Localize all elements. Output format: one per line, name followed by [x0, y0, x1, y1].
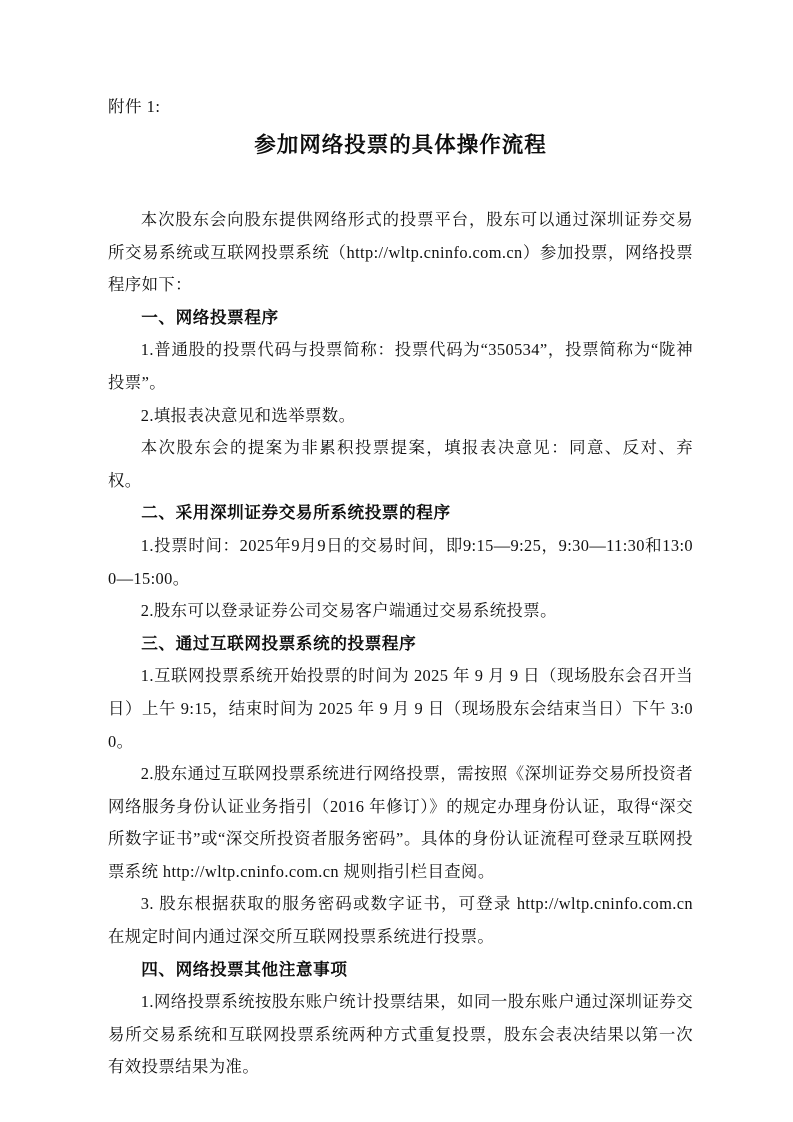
section-3-paragraph-2: 2.股东通过互联网投票系统进行网络投票，需按照《深圳证券交易所投资者网络服务身份认证业务指引（2016 年修订）》的规定办理身份认证，取得“深交所数字证书”或“深交所投资者服务密码”。具体的身份认证流程可登录互联网投票系统 http://wltp.cninfo.com.cn 规则指引栏目查阅。 — [108, 764, 693, 881]
intro-paragraph: 本次股东会向股东提供网络形式的投票平台，股东可以通过深圳证券交易所交易系统或互联网投票系统（http://wltp.cninfo.com.cn）参加投票，网络投票程序如下： — [108, 210, 693, 295]
section-1-paragraph-1: 1.普通股的投票代码与投票简称：投票代码为“350534”，投票简称为“陇神投票”。 — [108, 340, 693, 392]
document-title: 参加网络投票的具体操作流程 — [254, 133, 547, 157]
section-3-paragraph-3: 3. 股东根据获取的服务密码或数字证书，可登录 http://wltp.cninfo.com.cn 在规定时间内通过深交所互联网投票系统进行投票。 — [108, 894, 693, 947]
section-1-heading: 一、网络投票程序 — [141, 307, 279, 327]
section-3-heading: 三、通过互联网投票系统的投票程序 — [141, 633, 417, 653]
section-2-paragraph-1: 1.投票时间：2025年9月9日的交易时间，即9:15—9:25，9:30—11:30和13:00—15:00。 — [108, 535, 693, 588]
section-2-heading: 二、采用深圳证券交易所系统投票的程序 — [141, 503, 451, 523]
section-1-paragraph-2: 2.填报表决意见和选举票数。 — [140, 405, 356, 425]
section-2-paragraph-2: 2.股东可以登录证券公司交易客户端通过交易系统投票。 — [140, 601, 557, 621]
section-4-heading: 四、网络投票其他注意事项 — [141, 959, 348, 979]
attachment-label: 附件 1: — [108, 97, 161, 116]
section-3-paragraph-1: 1.互联网投票系统开始投票的时间为 2025 年 9 月 9 日（现场股东会召开当日）上午 9:15，结束时间为 2025 年 9 月 9 日（现场股东会结束当日）下午 3:00。 — [108, 666, 693, 751]
section-4-paragraph-1: 1.网络投票系统按股东账户统计投票结果，如同一股东账户通过深圳证券交易所交易系统和互联网投票系统两种方式重复投票，股东会表决结果以第一次有效投票结果为准。 — [108, 992, 693, 1077]
section-1-paragraph-3: 本次股东会的提案为非累积投票提案，填报表决意见：同意、反对、弃权。 — [108, 438, 693, 490]
